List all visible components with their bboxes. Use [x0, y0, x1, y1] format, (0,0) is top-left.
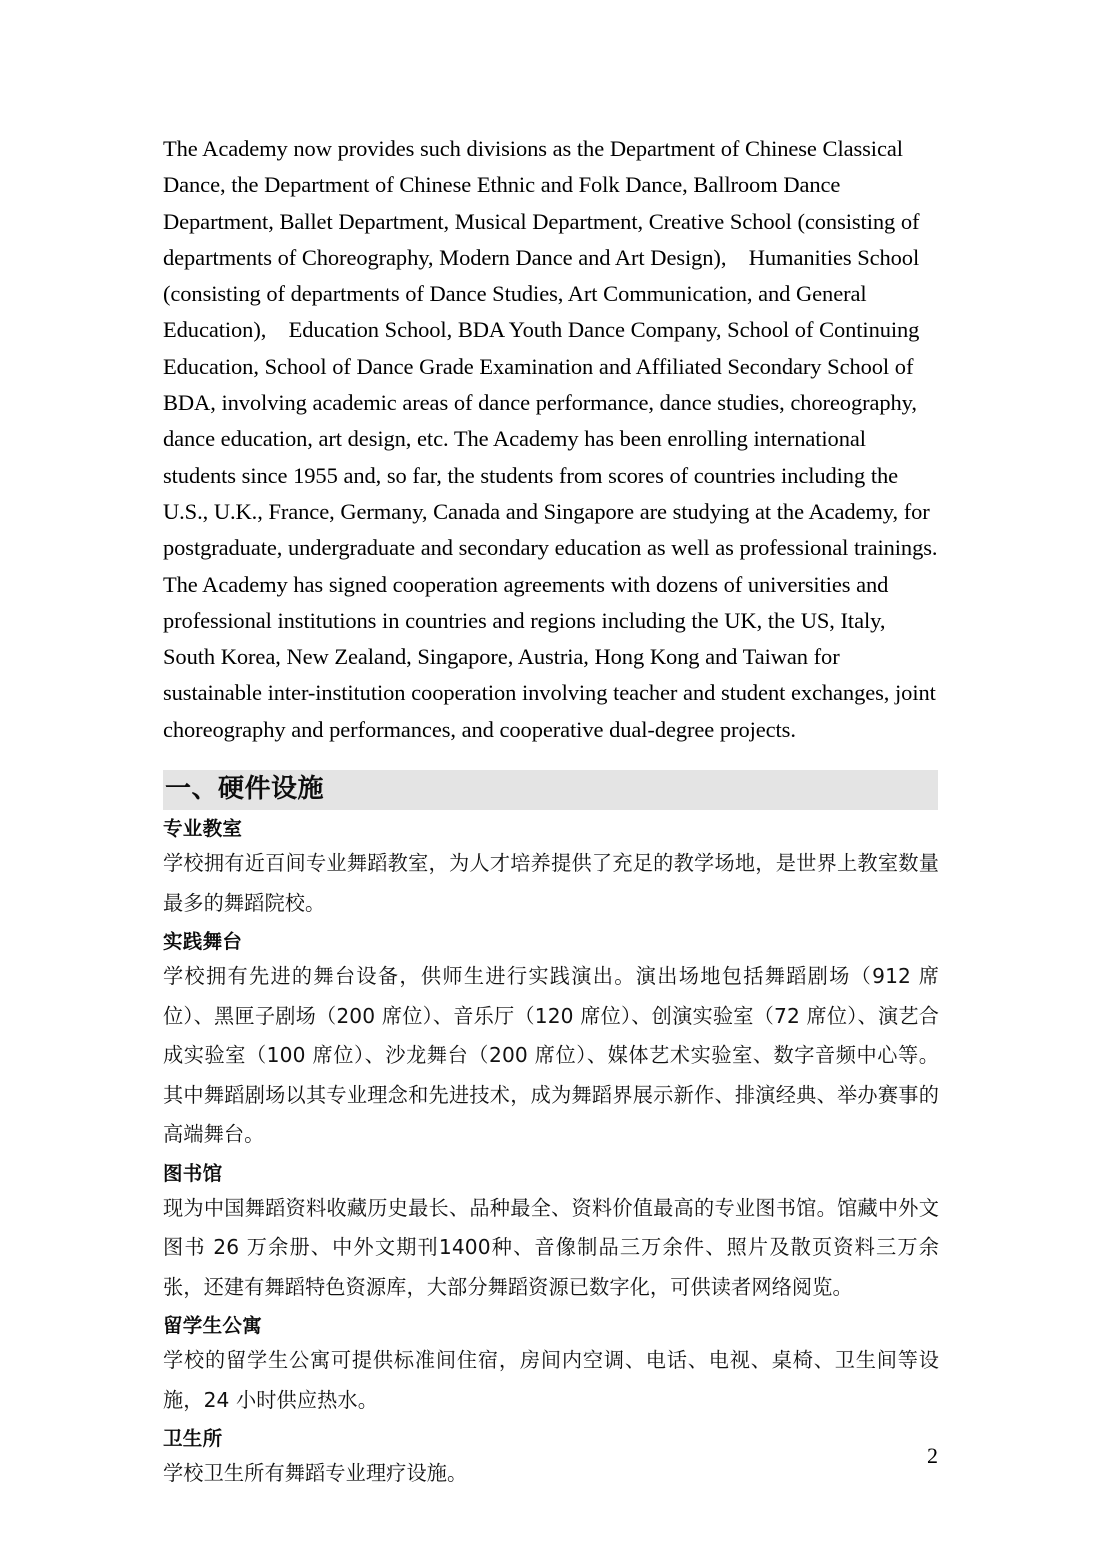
page-number: 2 [927, 1443, 938, 1468]
subsection-title-clinic: 卫生所 [163, 1427, 223, 1451]
subsection-title-classrooms: 专业教室 [163, 817, 243, 841]
english-paragraph-2: The Academy has signed cooperation agreements with dozens of universities and professional institutions in countries and regions including the UK, the US, Italy, South Korea, New Zealand, Singapore, Austria, Hong Kong and Taiwan for sustainable inter-institution cooperation involving teacher and student exchanges, joint choreography and performances, and cooperative dual-degree projects. [163, 571, 936, 742]
section-heading-text: 一、硬件设施 [165, 774, 325, 805]
subsection-body-stages: 学校拥有先进的舞台设备，供师生进行实践演出。演出场地包括舞蹈剧场（912 席位）、黑匣子剧场（200 席位）、音乐厅（120 席位）、创演实验室（72 席位）、演艺合成实验室（100 席位）、沙龙舞台（200 席位）、媒体艺术实验室、数字音频中心等。其中舞蹈剧场以其专业理念和先进技术，成为舞蹈界展示新作、排演经典、举办赛事的高端舞台。 [163, 964, 939, 1147]
page-content [163, 131, 939, 1494]
subsection-body-dormitory: 学校的留学生公寓可提供标准间住宿，房间内空调、电话、电视、桌椅、卫生间等设施，24 小时供应热水。 [163, 1348, 939, 1412]
subsection-body-classrooms: 学校拥有近百间专业舞蹈教室，为人才培养提供了充足的教学场地，是世界上教室数量最多的舞蹈院校。 [163, 851, 939, 915]
subsection-body-clinic: 学校卫生所有舞蹈专业理疗设施。 [163, 1461, 468, 1486]
section-heading-banner [163, 770, 938, 810]
subsection-body-library: 现为中国舞蹈资料收藏历史最长、品种最全、资料价值最高的专业图书馆。馆藏中外文图书 26 万余册、中外文期刊1400种、音像制品三万余件、照片及散页资料三万余张，还建有舞蹈特色资源库，大部分舞蹈资源已数字化，可供读者网络阅览。 [163, 1195, 939, 1299]
subsection-title-library: 图书馆 [163, 1161, 223, 1185]
english-paragraph-1: The Academy now provides such divisions as the Department of Chinese Classical Dance, the Department of Chinese Ethnic and Folk Dance, Ballroom Dance Department, Ballet Department, Musical Department, Creative School (consisting of departments of Choreography, Modern Dance and Art Design), Humanities School (consisting of departments of Dance Studies, Art Communication, and General Education), Education School, BDA Youth Dance Company, School of Continuing Education, School of Dance Grade Examination and Affiliated Secondary School of BDA, involving academic areas of dance performance, dance studies, choreography, dance education, art design, etc. The Academy has been enrolling international students since 1955 and, so far, the students from scores of countries including the U.S., U.K., France, Germany, Canada and Singapore are studying at the Academy, for postgraduate, undergraduate and secondary education as well as professional trainings. [163, 136, 938, 561]
subsection-title-dormitory: 留学生公寓 [163, 1314, 263, 1338]
subsection-title-stages: 实践舞台 [163, 930, 243, 954]
